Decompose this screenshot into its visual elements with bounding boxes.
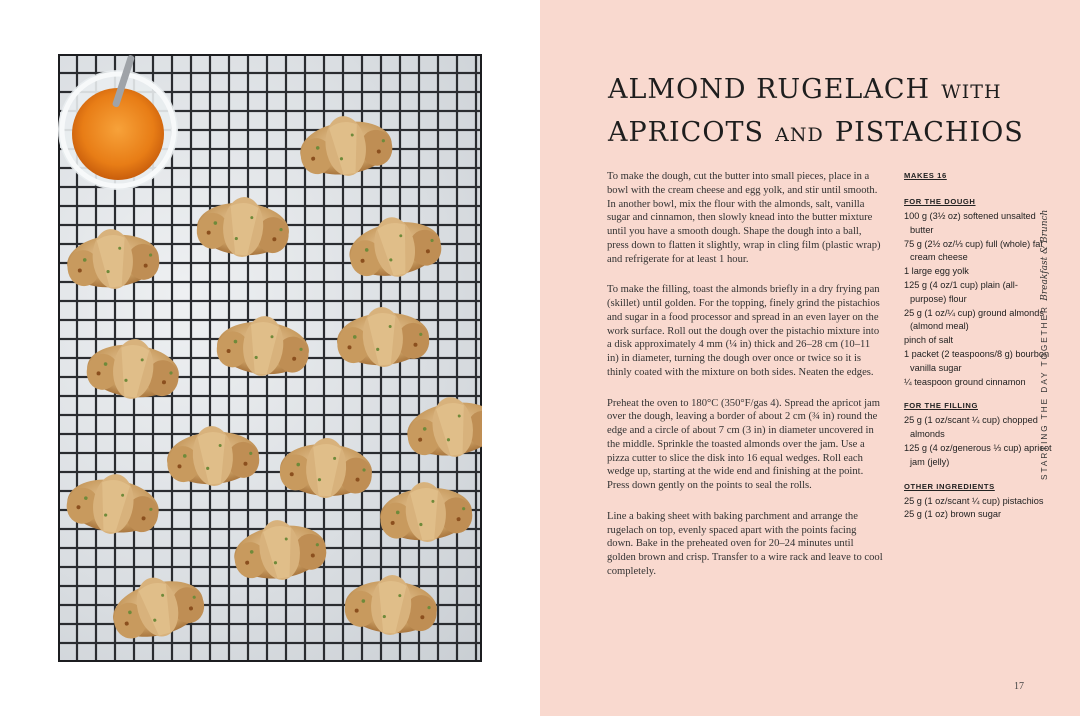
- ingredient-item: pinch of salt: [904, 335, 954, 346]
- ingredient-item: 25 g (1 oz/scant ¼ cup) pistachios: [904, 495, 1044, 506]
- method-text: [607, 170, 883, 596]
- page-number: 17: [1014, 681, 1024, 692]
- ingredient-item: 25 g (1 oz/¼ cup) ground almonds (almond meal): [904, 307, 1044, 332]
- method-paragraph: To make the filling, toast the almonds briefly in a dry frying pan (skillet) until golden. For the topping, finely grind the pistachios and sugar in a food processor and spread in an even layer on the work surface. Roll out the dough over the pistachio mixture into a disk approximately 4 mm (¼ in) thick and 26–28 cm (10–11 in) in diameter, turning the dough over once or twice so it is thinly coated with the mixture on both sides. Neaten the edges.: [607, 284, 880, 378]
- ingredient-item: 125 g (4 oz/generous ⅓ cup) apricot jam (jelly): [904, 442, 1052, 467]
- running-head-caps: STARTING THE DAY TOGETHER: [1040, 305, 1049, 480]
- recipe-title: [608, 68, 1024, 154]
- ingredient-item: 1 large egg yolk: [904, 266, 969, 277]
- running-head: [1040, 210, 1050, 480]
- dough-group: [904, 196, 1054, 389]
- dough-heading: FOR THE DOUGH: [904, 197, 976, 206]
- right-page: [540, 0, 1080, 716]
- title-part: AND: [775, 124, 824, 146]
- photo-illustration: [58, 54, 482, 662]
- method-paragraph: To make the dough, cut the butter into small pieces, place in a bowl with the cream cheese and egg yolk, and stir until smooth. In another bowl, mix the flour with the almonds, salt, vanilla sugar and cinnamon, then slowly knead into the butter mixture until you have a smooth dough. Shape the dough into a ball, press down to flatten it slightly, wrap in cling film (plastic wrap) and refrigerate for at least 1 hour.: [607, 171, 881, 265]
- ingredient-item: 25 g (1 oz) brown sugar: [904, 509, 1002, 520]
- yield-label: MAKES 16: [904, 171, 947, 180]
- ingredient-item: 75 g (2½ oz/⅓ cup) full (whole) fat cream cheese: [904, 238, 1043, 263]
- ingredient-item: 100 g (3½ oz) softened unsalted butter: [904, 211, 1036, 235]
- title-part: APRICOTS: [608, 117, 764, 148]
- filling-group: [904, 400, 1054, 469]
- ingredients-list: [904, 170, 1054, 533]
- filling-heading: FOR THE FILLING: [904, 401, 978, 411]
- title-part: WITH: [941, 81, 1002, 103]
- ingredient-item: ¼ teaspoon ground cinnamon: [904, 376, 1026, 387]
- other-group: [904, 481, 1054, 523]
- ingredient-item: 1 packet (2 teaspoons/8 g) bourbon vanilla sugar: [904, 348, 1050, 373]
- title-part: PISTACHIOS: [834, 117, 1024, 148]
- method-paragraph: Preheat the oven to 180°C (350°F/gas 4). Spread the apricot jam over the dough, leaving a border of about 2 cm (¾ in) round the edge and a circle of about 7 cm (3 in) in diameter uncovered in the middle. Sprinkle the toasted almonds over the jam. Use a pizza cutter to slice the disk into 16 equal wedges. Roll each wedge up, starting at the wide end and finishing at the point. Press down gently on the points to seal the rolls.: [607, 397, 880, 491]
- other-heading: OTHER INGREDIENTS: [904, 481, 995, 491]
- ingredient-item: 125 g (4 oz/1 cup) plain (all-purpose) flour: [904, 279, 1018, 304]
- ingredient-item: 25 g (1 oz/scant ¼ cup) chopped almonds: [904, 415, 1038, 440]
- method-paragraph: Line a baking sheet with baking parchment and arrange the rugelach on top, evenly spaced apart with the points facing down. Bake in the preheated oven for 20–24 minutes until golden brown and crisp. Transfer to a wire rack and leave to cool completely.: [607, 510, 883, 577]
- title-part: ALMOND RUGELACH: [608, 74, 931, 105]
- rugelach-photo: [58, 54, 482, 662]
- running-head-script: Breakfast & Brunch: [1040, 209, 1050, 301]
